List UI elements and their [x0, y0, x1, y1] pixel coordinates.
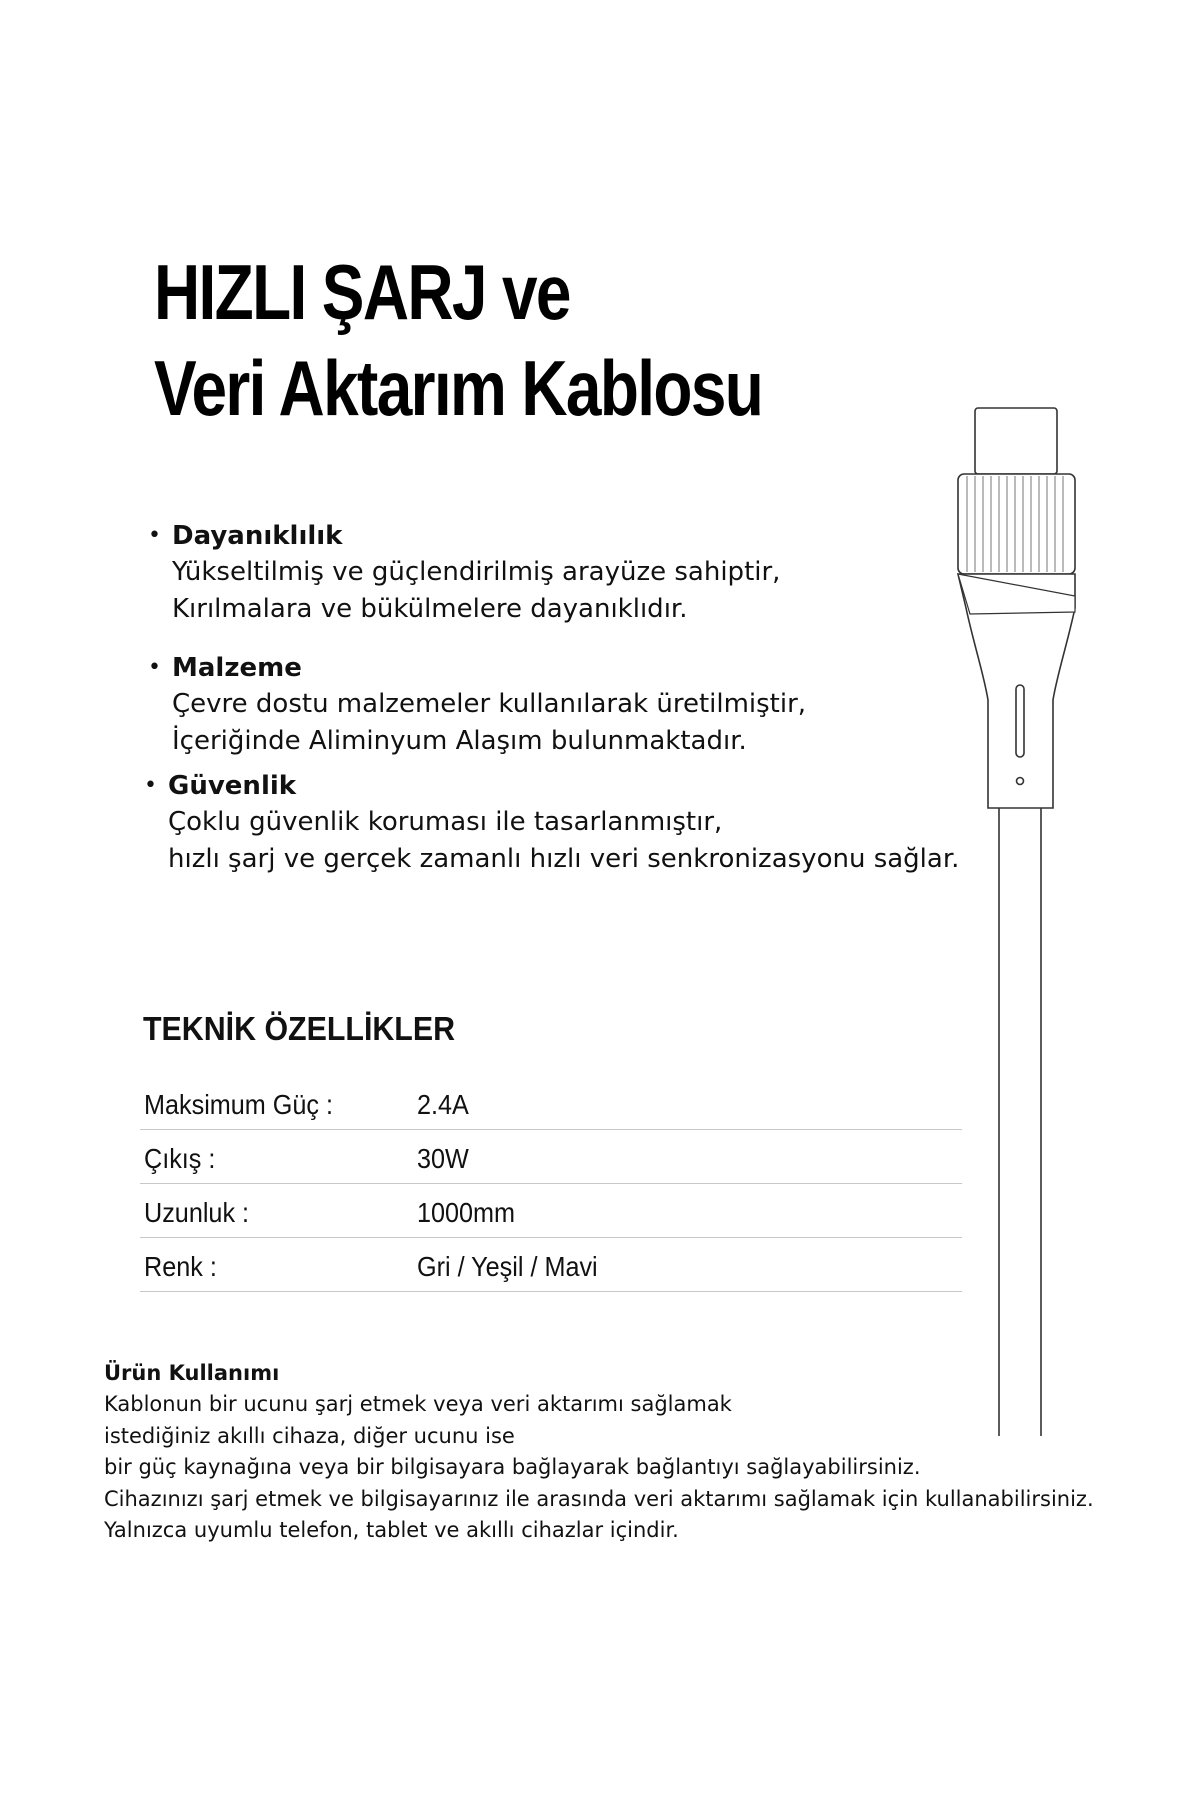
- feature-heading: Malzeme: [172, 653, 302, 683]
- spec-value: 1000mm: [417, 1197, 516, 1228]
- feature-text: İçeriğinde Aliminyum Alaşım bulunmaktadır.: [172, 726, 747, 756]
- spec-label: Renk :: [144, 1251, 217, 1282]
- usage-text: Yalnızca uyumlu telefon, tablet ve akıllı cihazlar içindir.: [104, 1518, 679, 1542]
- feature-heading: Güvenlik: [168, 771, 297, 801]
- usage-text: Kablonun bir ucunu şarj etmek veya veri aktarımı sağlamak: [104, 1392, 732, 1416]
- spec-row: [140, 1130, 962, 1184]
- spec-value: 30W: [417, 1143, 469, 1174]
- page-title: [154, 244, 762, 436]
- feature-item: [148, 518, 781, 628]
- feature-text: Çoklu güvenlik koruması ile tasarlanmıştır,: [168, 807, 723, 837]
- spec-row: [140, 1238, 962, 1292]
- feature-item: [148, 650, 807, 760]
- usb-c-cable-icon: [945, 400, 1095, 1440]
- spec-label: Maksimum Güç :: [144, 1089, 334, 1120]
- feature-text: Kırılmalara ve bükülmelere dayanıklıdır.: [172, 594, 688, 624]
- usage-text: bir güç kaynağına veya bir bilgisayara bağlayarak bağlantıyı sağlayabilirsiniz.: [104, 1455, 921, 1479]
- bullet-icon: •: [144, 773, 157, 798]
- title-line-2: Veri Aktarım Kablosu: [154, 344, 763, 432]
- specs-title: TEKNİK ÖZELLİKLER: [143, 1010, 456, 1047]
- bullet-icon: •: [148, 655, 161, 680]
- feature-heading: Dayanıklılık: [172, 521, 343, 551]
- spec-label: Çıkış :: [144, 1143, 216, 1174]
- spec-row: [140, 1076, 962, 1130]
- spec-row: [140, 1184, 962, 1238]
- usage-text: istediğiniz akıllı cihaza, diğer ucunu ise: [104, 1423, 515, 1448]
- spec-value: Gri / Yeşil / Mavi: [417, 1251, 598, 1282]
- usage-text: Cihazınızı şarj etmek ve bilgisayarınız ile arasında veri aktarımı sağlamak için kullanabilirsiniz.: [104, 1486, 1094, 1511]
- feature-text: Yükseltilmiş ve güçlendirilmiş arayüze sahiptir,: [172, 557, 781, 587]
- bullet-icon: •: [148, 523, 161, 548]
- feature-text: hızlı şarj ve gerçek zamanlı hızlı veri senkronizasyonu sağlar.: [168, 844, 960, 874]
- feature-item: [144, 768, 960, 878]
- usage-heading: Ürün Kullanımı: [104, 1361, 280, 1385]
- feature-text: Çevre dostu malzemeler kullanılarak üretilmiştir,: [172, 689, 807, 719]
- spec-label: Uzunluk :: [144, 1197, 250, 1228]
- title-line-1: HIZLI ŞARJ ve: [154, 248, 570, 336]
- spec-value: 2.4A: [417, 1089, 469, 1120]
